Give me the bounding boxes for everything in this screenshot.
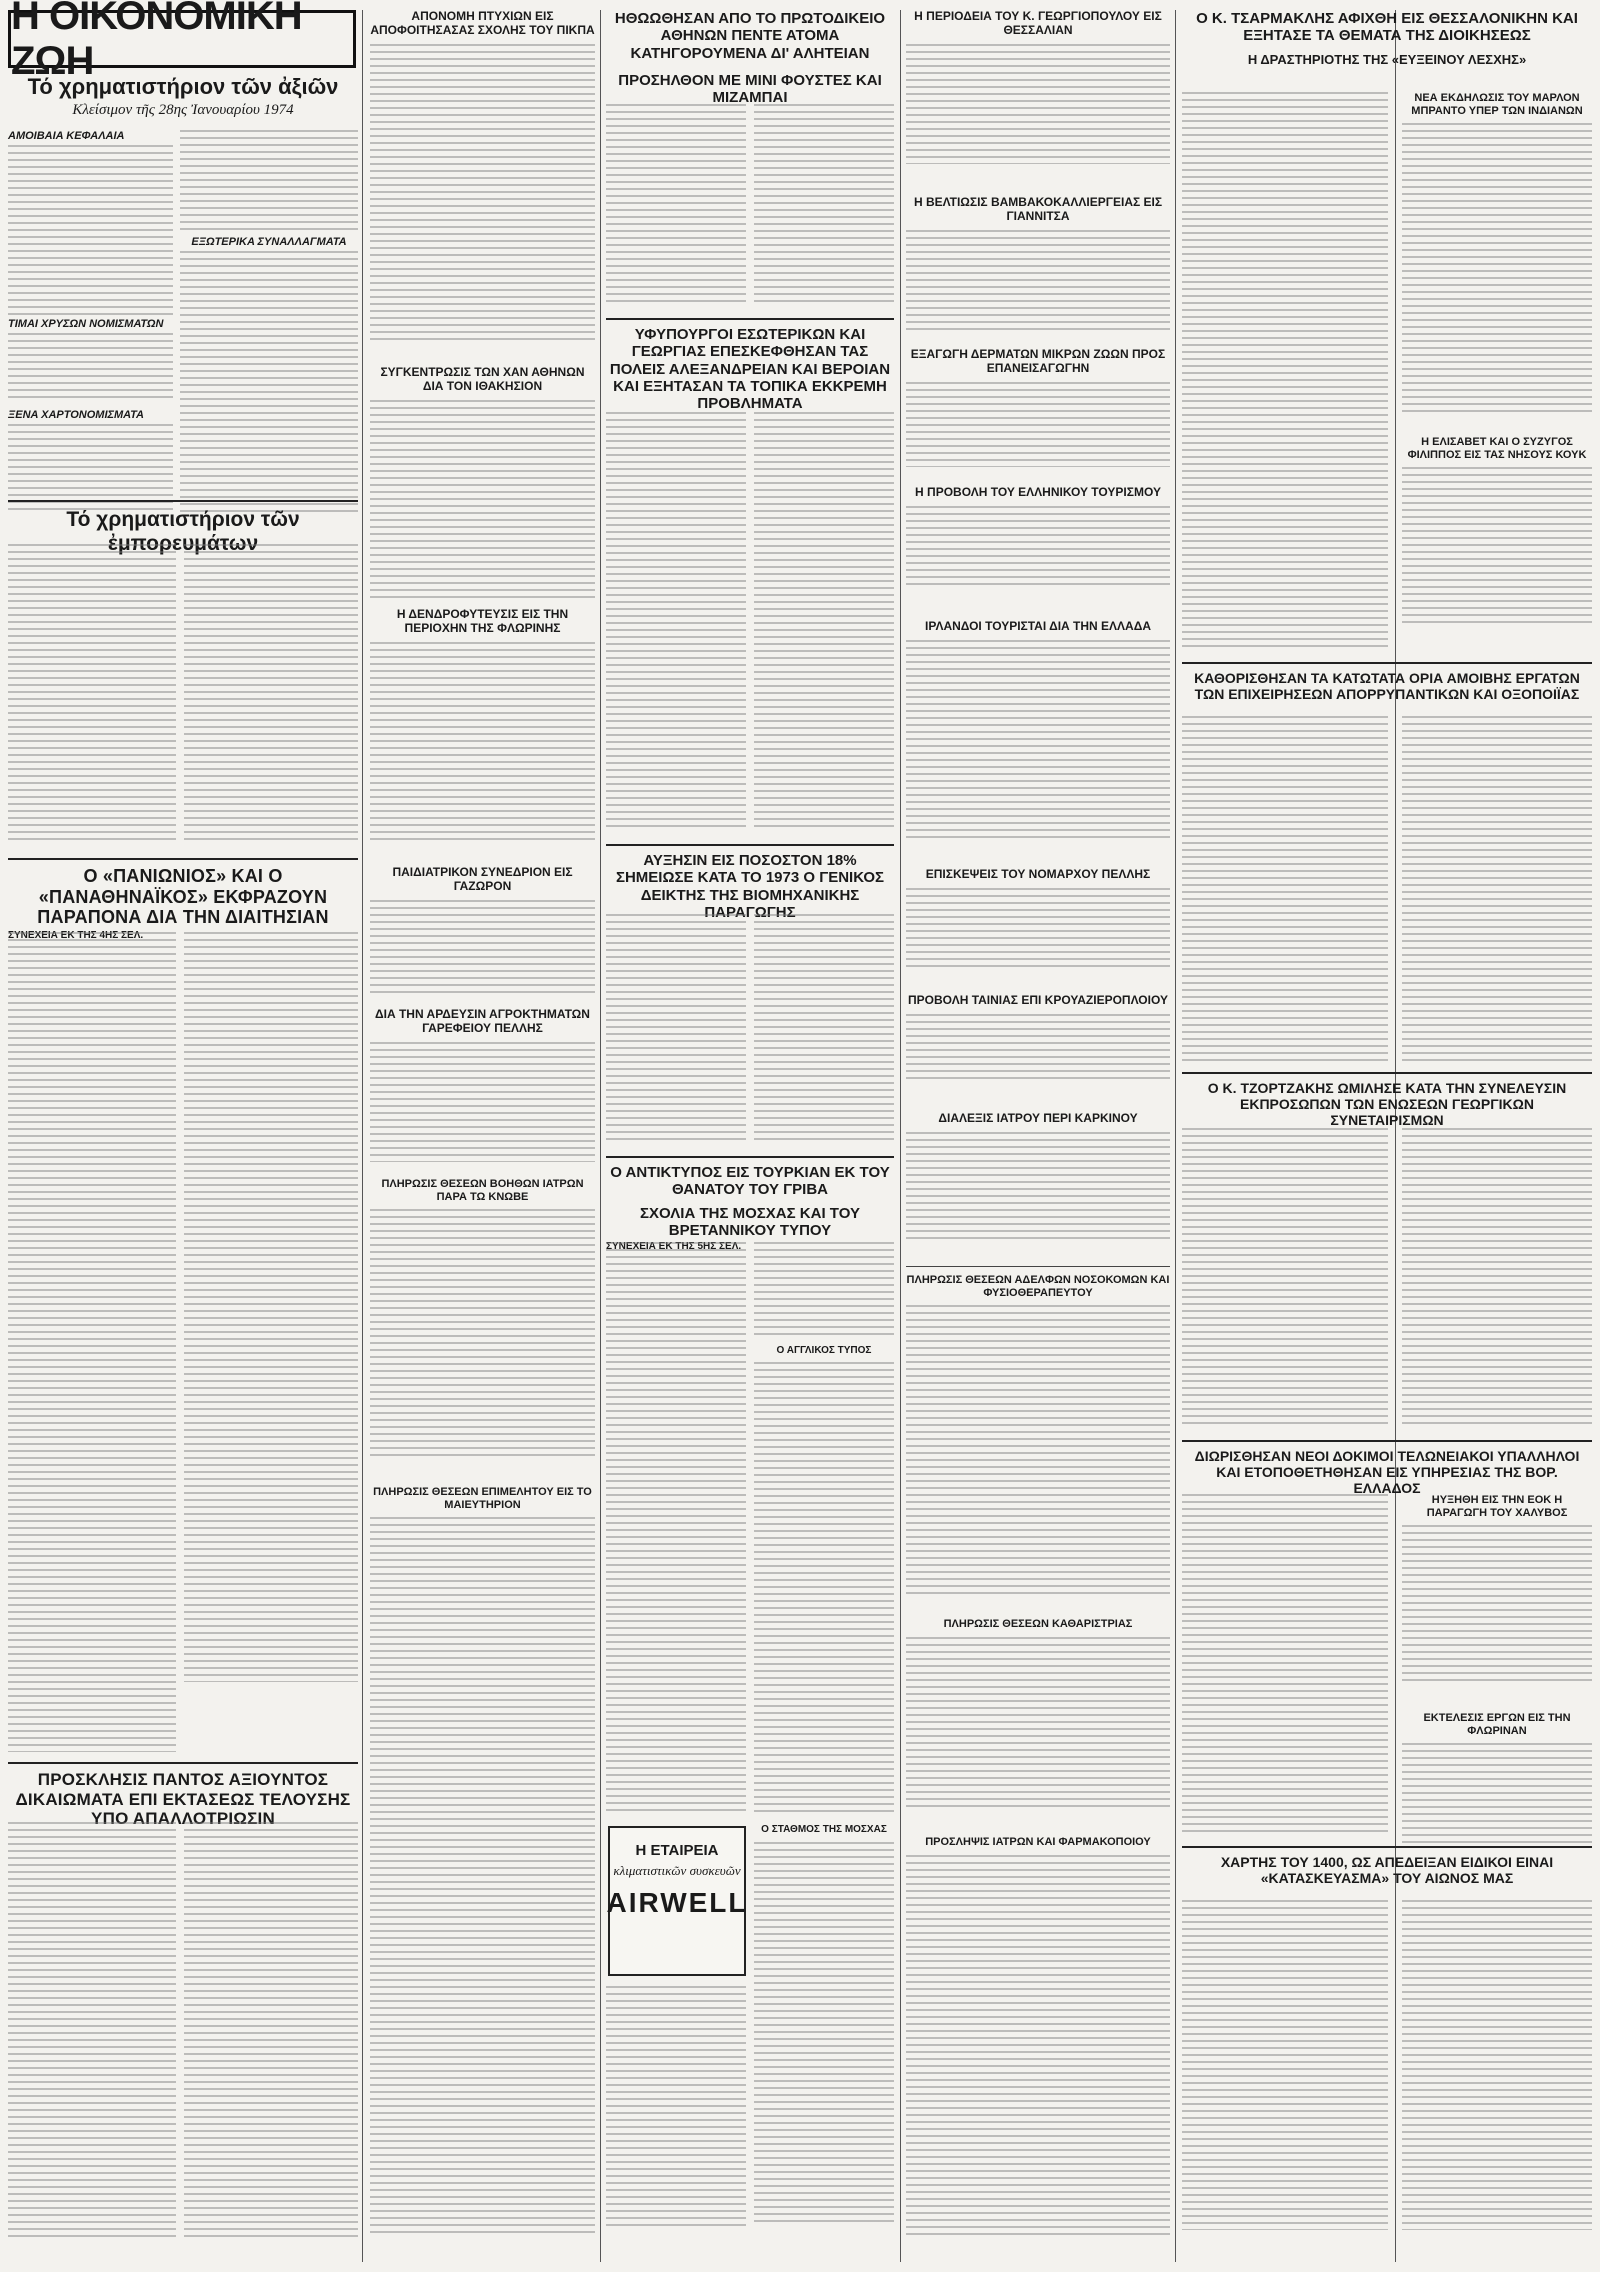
article-body [906, 44, 1170, 164]
article-headline: ΣΥΓΚΕΝΤΡΩΣΙΣ ΤΩΝ ΧΑΝ ΑΘΗΝΩΝ ΔΙΑ ΤΟΝ ΙΘΑΚΗΣΙΟΝ [380, 365, 585, 393]
article-body [184, 1822, 358, 2242]
gold-coins-table [8, 318, 173, 514]
article-body [8, 544, 176, 844]
article-body [906, 1014, 1170, 1084]
article-body [1402, 1525, 1592, 1685]
section-rule [1182, 1440, 1592, 1442]
tzortzakis-article [1182, 1080, 1592, 1128]
article-body [906, 640, 1170, 840]
article-headline: Η ΒΕΛΤΙΩΣΙΣ ΒΑΜΒΑΚΟΚΑΛΛΙΕΡΓΕΙΑΣ ΕΙΣ ΓΙΑΝΝΙΤΣΑ [913, 195, 1163, 223]
table-section-title: ΑΜΟΙΒΑΙΑ ΚΕΦΑΛΑΙΑ [8, 130, 125, 142]
article-headline: Η ΕΛΙΣΑΒΕΤ ΚΑΙ Ο ΣΥΖΥΓΟΣ ΦΙΛΙΠΠΟΣ ΕΙΣ ΤΑΣ ΝΗΣΟΥΣ ΚΟΥΚ [1407, 436, 1587, 461]
article-headline: ΕΠΙΣΚΕΨΕΙΣ ΤΟΥ ΝΟΜΑΡΧΟΥ ΠΕΛΛΗΣ [925, 867, 1151, 881]
article-headline: ΚΑΘΟΡΙΣΘΗΣΑΝ ΤΑ ΚΑΤΩΤΑΤΑ ΟΡΙΑ ΑΜΟΙΒΗΣ ΕΡΓΑΤΩΝ ΤΩΝ ΕΠΙΧΕΙΡΗΣΕΩΝ ΑΠΟΡΡΥΠΑΝΤΙΚΩΝ ΚΑΙ ΟΞΟΠΟΙΪΑΣ [1194, 670, 1580, 703]
commodity-exchange-title: Τό χρηματιστήριον τῶν ἐμπορευμάτων [66, 508, 300, 555]
section-rule [606, 1156, 894, 1158]
article-headline: ΧΑΡΤΗΣ ΤΟΥ 1400, ΩΣ ΑΠΕΔΕΙΞΑΝ ΕΙΔΙΚΟΙ ΕΙΝΑΙ «ΚΑΤΑΣΚΕΥΑΣΜΑ» ΤΟΥ ΑΙΩΝΟΣ ΜΑΣ [1220, 1854, 1554, 1887]
nurses-article [906, 1274, 1170, 1595]
reforestation-article [370, 608, 595, 842]
article-body [184, 544, 358, 844]
article-body [906, 888, 1170, 968]
article-body [1182, 1128, 1388, 1428]
article-subheadline: ΠΡΟΣΗΛΘΟΝ ΜΕ ΜΙΝΙ ΦΟΥΣΤΕΣ ΚΑΙ ΜΙΖΑΜΠΑΙ [618, 71, 882, 106]
steel-article [1402, 1494, 1592, 1685]
section-rule [606, 318, 894, 320]
pharmacist-article [906, 1836, 1170, 2235]
article-headline: Ο ΑΝΤΙΚΤΥΠΟΣ ΕΙΣ ΤΟΥΡΚΙΑΝ ΕΚ ΤΟΥ ΘΑΝΑΤΟΥ ΤΟΥ ΓΡΙΒΑ [610, 1164, 890, 1199]
article-headline: ΠΛΗΡΩΣΙΣ ΘΕΣΕΩΝ ΕΠΙΜΕΛΗΤΟΥ ΕΙΣ ΤΟ ΜΑΙΕΥΤΗΡΙΟΝ [373, 1486, 592, 1511]
ad-description: κλιματιστικῶν συσκευῶν [613, 1863, 741, 1878]
stock-exchange-subtitle: Κλείσιμον τῆς 28ης Ἰανουαρίου 1974 [72, 102, 294, 118]
stocks-table-right [180, 130, 358, 516]
article-body [754, 412, 894, 832]
article-body [1402, 467, 1592, 627]
article-body [370, 1517, 595, 2237]
supervisor-positions-article [370, 1486, 595, 2237]
article-headline: ΠΛΗΡΩΣΙΣ ΘΕΣΕΩΝ ΒΟΗΘΩΝ ΙΑΤΡΩΝ ΠΑΡΑ ΤΩ ΚΝΩΒΕ [381, 1178, 584, 1203]
article-headline: ΥΦΥΠΟΥΡΓΟΙ ΕΣΩΤΕΡΙΚΩΝ ΚΑΙ ΓΕΩΡΓΙΑΣ ΕΠΕΣΚΕΦΘΗΣΑΝ ΤΑΣ ΠΟΛΕΙΣ ΑΛΕΞΑΝΔΡΕΙΑΝ ΚΑΙ ΒΕΡΟΙΑΝ ΚΑΙ ΕΞΗΤΑΣΑΝ ΤΑ ΤΟΠΙΚΑ ΕΚΚΡΕΜΗ ΠΡΟΒΛΗΜΑΤΑ [609, 326, 891, 412]
article-subhead: Ο ΑΓΓΛΙΚΟΣ ΤΥΠΟΣ [776, 1345, 872, 1356]
cleaners-article [906, 1618, 1170, 1807]
stock-exchange-section [8, 74, 358, 119]
article-body [1182, 1494, 1388, 1834]
article-headline: ΗΘΩΩΘΗΣΑΝ ΑΠΟ ΤΟ ΠΡΩΤΟΔΙΚΕΙΟ ΑΘΗΝΩΝ ΠΕΝΤΕ ΑΤΟΜΑ ΚΑΤΗΓΟΡΟΥΜΕΝΑ ΔΙ' ΑΛΗΤΕΙΑΝ [614, 10, 886, 62]
cotton-article [906, 196, 1170, 330]
article-body [606, 1986, 746, 2226]
article-body [754, 1362, 894, 1812]
article-body [906, 1855, 1170, 2235]
article-body [184, 932, 358, 1682]
continued-note: ΣΥΝΕΧΕΙΑ ΕΚ ΤΗΣ 5ΗΣ ΣΕΛ. [606, 1241, 742, 1252]
article-headline: ΔΙΩΡΙΣΘΗΣΑΝ ΝΕΟΙ ΔΟΚΙΜΟΙ ΤΕΛΩΝΕΙΑΚΟΙ ΥΠΑΛΛΗΛΟΙ ΚΑΙ ΕΤΟΠΟΘΕΤΗΘΗΣΑΝ ΕΙΣ ΥΠΗΡΕΣΙΑΣ ΤΗΣ ΒΟΡ. ΕΛΛΑΔΟΣ [1194, 1448, 1580, 1497]
irrigation-article [370, 1008, 595, 1162]
article-headline: ΔΙΑΛΕΞΙΣ ΙΑΤΡΟΥ ΠΕΡΙ ΚΑΡΚΙΝΟΥ [938, 1111, 1138, 1125]
ad-brand: AIRWELL [606, 1887, 748, 1918]
table-body [180, 251, 358, 516]
article-body [754, 104, 894, 304]
section-rule [606, 844, 894, 846]
section-rule [8, 1762, 358, 1764]
industrial-article [606, 852, 894, 921]
article-body [370, 900, 595, 995]
table-body [8, 145, 173, 320]
nomarch-article [906, 868, 1170, 968]
hides-article [906, 348, 1170, 467]
article-body [8, 932, 176, 1752]
article-body [370, 642, 595, 842]
doctor-positions-article [370, 1178, 595, 1459]
pediatric-article [370, 866, 595, 995]
irish-tourists-article [906, 620, 1170, 840]
article-headline: ΠΡΟΣΚΛΗΣΙΣ ΠΑΝΤΟΣ ΑΞΙΟΥΝΤΟΣ ΔΙΚΑΙΩΜΑΤΑ ΕΠΙ ΕΚΤΑΣΕΩΣ ΤΕΛΟΥΣΗΣ ΥΠΟ ΑΠΑΛΛΟΤΡΙΩΣΙΝ [15, 1770, 351, 1829]
article-body [1182, 716, 1388, 1061]
elizabeth-article [1402, 436, 1592, 627]
article-body [370, 44, 595, 344]
article-headline: Η ΠΕΡΙΟΔΕΙΑ ΤΟΥ Κ. ΓΕΩΡΓΙΟΠΟΥΛΟΥ ΕΙΣ ΘΕΣΣΑΛΙΑΝ [914, 9, 1162, 37]
article-body [606, 1242, 746, 1812]
article-body [1402, 716, 1592, 1061]
article-body [754, 1842, 894, 2226]
article-subheadline: Η ΔΡΑΣΤΗΡΙΟΤΗΣ ΤΗΣ «ΕΥΞΕΙΝΟΥ ΛΕΣΧΗΣ» [1247, 51, 1527, 67]
article-body [1182, 92, 1388, 652]
article-headline: Ο Κ. ΤΖΟΡΤΖΑΚΗΣ ΩΜΙΛΗΣΕ ΚΑΤΑ ΤΗΝ ΣΥΝΕΛΕΥΣΙΝ ΕΚΠΡΟΣΩΠΩΝ ΤΩΝ ΕΝΩΣΕΩΝ ΓΕΩΡΓΙΚΩΝ ΣΥΝΕΤΑΙΡΙΣΜΩΝ [1207, 1080, 1567, 1129]
article-headline: ΔΙΑ ΤΗΝ ΑΡΔΕΥΣΙΝ ΑΓΡΟΚΤΗΜΑΤΩΝ ΓΑΡΕΦΕΙΟΥ ΠΕΛΛΗΣ [375, 1007, 590, 1035]
article-body [1402, 1743, 1592, 1843]
article-body [906, 382, 1170, 467]
section-rule [906, 1266, 1170, 1267]
article-headline: Η ΔΕΝΔΡΟΦΥΤΕΥΣΙΣ ΕΙΣ ΤΗΝ ΠΕΡΙΟΧΗΝ ΤΗΣ ΦΛΩΡΙΝΗΣ [396, 607, 569, 635]
article-body [606, 104, 746, 304]
article-headline: ΗΥΞΗΘΗ ΕΙΣ ΤΗΝ ΕΟΚ Η ΠΑΡΑΓΩΓΗ ΤΟΥ ΧΑΛΥΒΟΣ [1426, 1494, 1568, 1519]
article-headline: ΠΑΙΔΙΑΤΡΙΚΟΝ ΣΥΝΕΔΡΙΟΝ ΕΙΣ ΓΑΖΩΡΟΝ [392, 865, 573, 893]
masthead-title: Η ΟΙΚΟΝΟΜΙΚΗ ΖΩΗ [8, 10, 356, 68]
article-headline: ΠΡΟΒΟΛΗ ΤΑΙΝΙΑΣ ΕΠΙ ΚΡΟΥΑΖΙΕΡΟΠΛΟΙΟΥ [908, 993, 1168, 1007]
article-headline: ΠΛΗΡΩΣΙΣ ΘΕΣΕΩΝ ΑΔΕΛΦΩΝ ΝΟΣΟΚΟΜΩΝ ΚΑΙ ΦΥΣΙΟΘΕΡΑΠΕΥΤΟΥ [906, 1274, 1170, 1299]
mutual-funds-table [8, 130, 173, 320]
athens-article [370, 366, 595, 600]
cancer-lecture-article [906, 1112, 1170, 1242]
tsarmaklis-article [1182, 10, 1592, 67]
film-article [906, 994, 1170, 1084]
article-headline: Ο «ΠΑΝΙΩΝΙΟΣ» ΚΑΙ Ο «ΠΑΝΑΘΗΝΑΪΚΟΣ» ΕΚΦΡΑΖΟΥΝ ΠΑΡΑΠΟΝΑ ΔΙΑ ΤΗΝ ΔΙΑΙΤΗΣΙΑΝ [37, 866, 329, 928]
table-section-title: ΤΙΜΑΙ ΧΡΥΣΩΝ ΝΟΜΙΣΜΑΤΩΝ [8, 318, 164, 330]
article-body [906, 230, 1170, 330]
article-body [754, 1242, 894, 1337]
ministers-visit-article [606, 326, 894, 412]
article-body [906, 506, 1170, 586]
column-rule [900, 10, 901, 2262]
section-rule [1182, 1072, 1592, 1074]
table-body [8, 333, 173, 403]
stock-exchange-title: Τό χρηματιστήριον τῶν ἀξιῶν [27, 74, 339, 99]
article-body [906, 1132, 1170, 1242]
article-body [754, 914, 894, 1144]
table-section-title: ΕΞΩΤΕΡΙΚΑ ΣΥΝΑΛΛΑΓΜΑΤΑ [191, 236, 347, 248]
article-headline: ΙΡΛΑΝΔΟΙ ΤΟΥΡΙΣΤΑΙ ΔΙΑ ΤΗΝ ΕΛΛΑΔΑ [925, 619, 1151, 633]
article-body [1402, 123, 1592, 413]
column-rule [600, 10, 601, 2262]
article-headline: Ο Κ. ΤΣΑΡΜΑΚΛΗΣ ΑΦΙΧΘΗ ΕΙΣ ΘΕΣΣΑΛΟΝΙΚΗΝ ΚΑΙ ΕΞΗΤΑΣΕ ΤΑ ΘΕΜΑΤΑ ΤΗΣ ΔΙΟΙΚΗΣΕΩΣ [1196, 10, 1578, 45]
section-rule [1182, 1846, 1592, 1848]
section-rule [8, 858, 358, 860]
article-subhead: Ο ΣΤΑΘΜΟΣ ΤΗΣ ΜΟΣΧΑΣ [761, 1824, 887, 1835]
article-body [370, 400, 595, 600]
section-rule [1182, 662, 1592, 664]
article-body [1402, 1900, 1592, 2230]
ad-company: Η ΕΤΑΙΡΕΙΑ [635, 1842, 719, 1859]
article-body [906, 1637, 1170, 1807]
article-body [1402, 1128, 1592, 1428]
column-rule [362, 10, 363, 2262]
article-headline: ΕΚΤΕΛΕΣΙΣ ΕΡΓΩΝ ΕΙΣ ΤΗΝ ΦΛΩΡΙΝΑΝ [1423, 1712, 1571, 1737]
article-body [906, 1305, 1170, 1595]
thessaly-tour-article [906, 10, 1170, 164]
article-body [606, 412, 746, 832]
airwell-advertisement [608, 1826, 746, 1976]
article-headline: ΑΥΞΗΣΙΝ ΕΙΣ ΠΟΣΟΣΤΟΝ 18% ΣΗΜΕΙΩΣΕ ΚΑΤΑ ΤΟ 1973 Ο ΓΕΝΙΚΟΣ ΔΕΙΚΤΗΣ ΤΗΣ ΒΙΟΜΗΧΑΝΙΚΗΣ ΠΑΡΑΓΩΓΗΣ [615, 852, 885, 921]
tourism-article [906, 486, 1170, 586]
column-rule [1395, 10, 1396, 2262]
article-headline: Η ΠΡΟΒΟΛΗ ΤΟΥ ΕΛΛΗΝΙΚΟΥ ΤΟΥΡΙΣΜΟΥ [915, 485, 1161, 499]
article-headline: ΠΡΟΣΛΗΨΙΣ ΙΑΤΡΩΝ ΚΑΙ ΦΑΡΜΑΚΟΠΟΙΟΥ [925, 1836, 1151, 1848]
table-section-title: ΞΕΝΑ ΧΑΡΤΟΝΟΜΙΣΜΑΤΑ [8, 409, 144, 421]
claims-article [8, 1770, 358, 1829]
article-body [370, 1042, 595, 1162]
article-body [8, 1822, 176, 2242]
court-article [606, 10, 894, 106]
article-body [606, 914, 746, 1144]
brando-article [1402, 92, 1592, 413]
article-headline: ΝΕΑ ΕΚΔΗΛΩΣΙΣ ΤΟΥ ΜΑΡΛΟΝ ΜΠΡΑΝΤΟ ΥΠΕΡ ΤΩΝ ΙΝΔΙΑΝΩΝ [1411, 92, 1583, 117]
table-body [180, 130, 358, 230]
customs-article [1182, 1448, 1592, 1496]
article-headline-2: ΣΧΟΛΙΑ ΤΗΣ ΜΟΣΧΑΣ ΚΑΙ ΤΟΥ ΒΡΕΤΑΝΝΙΚΟΥ ΤΥΠΟΥ [640, 1204, 860, 1239]
florina-article [1402, 1712, 1592, 1843]
article-headline: ΑΠΟΝΟΜΗ ΠΤΥΧΙΩΝ ΕΙΣ ΑΠΟΦΟΙΤΗΣΑΣΑΣ ΣΧΟΛΗΣ ΤΟΥ ΠΙΚΠΑ [370, 9, 595, 37]
wages-article [1182, 670, 1592, 702]
article-headline: ΠΛΗΡΩΣΙΣ ΘΕΣΕΩΝ ΚΑΘΑΡΙΣΤΡΙΑΣ [943, 1618, 1133, 1630]
article-headline: ΕΞΑΓΩΓΗ ΔΕΡΜΑΤΩΝ ΜΙΚΡΩΝ ΖΩΩΝ ΠΡΟΣ ΕΠΑΝΕΙΣΑΓΩΓΗΝ [910, 347, 1166, 375]
column-rule [1175, 10, 1176, 2262]
article-body [370, 1209, 595, 1459]
article-body [1182, 1900, 1388, 2230]
section-rule [8, 500, 358, 502]
pikpa-article [370, 10, 595, 344]
continued-note: ΣΥΝΕΧΕΙΑ ΕΚ ΤΗΣ 4ΗΣ ΣΕΛ. [8, 930, 144, 942]
map-article [1182, 1854, 1592, 1886]
